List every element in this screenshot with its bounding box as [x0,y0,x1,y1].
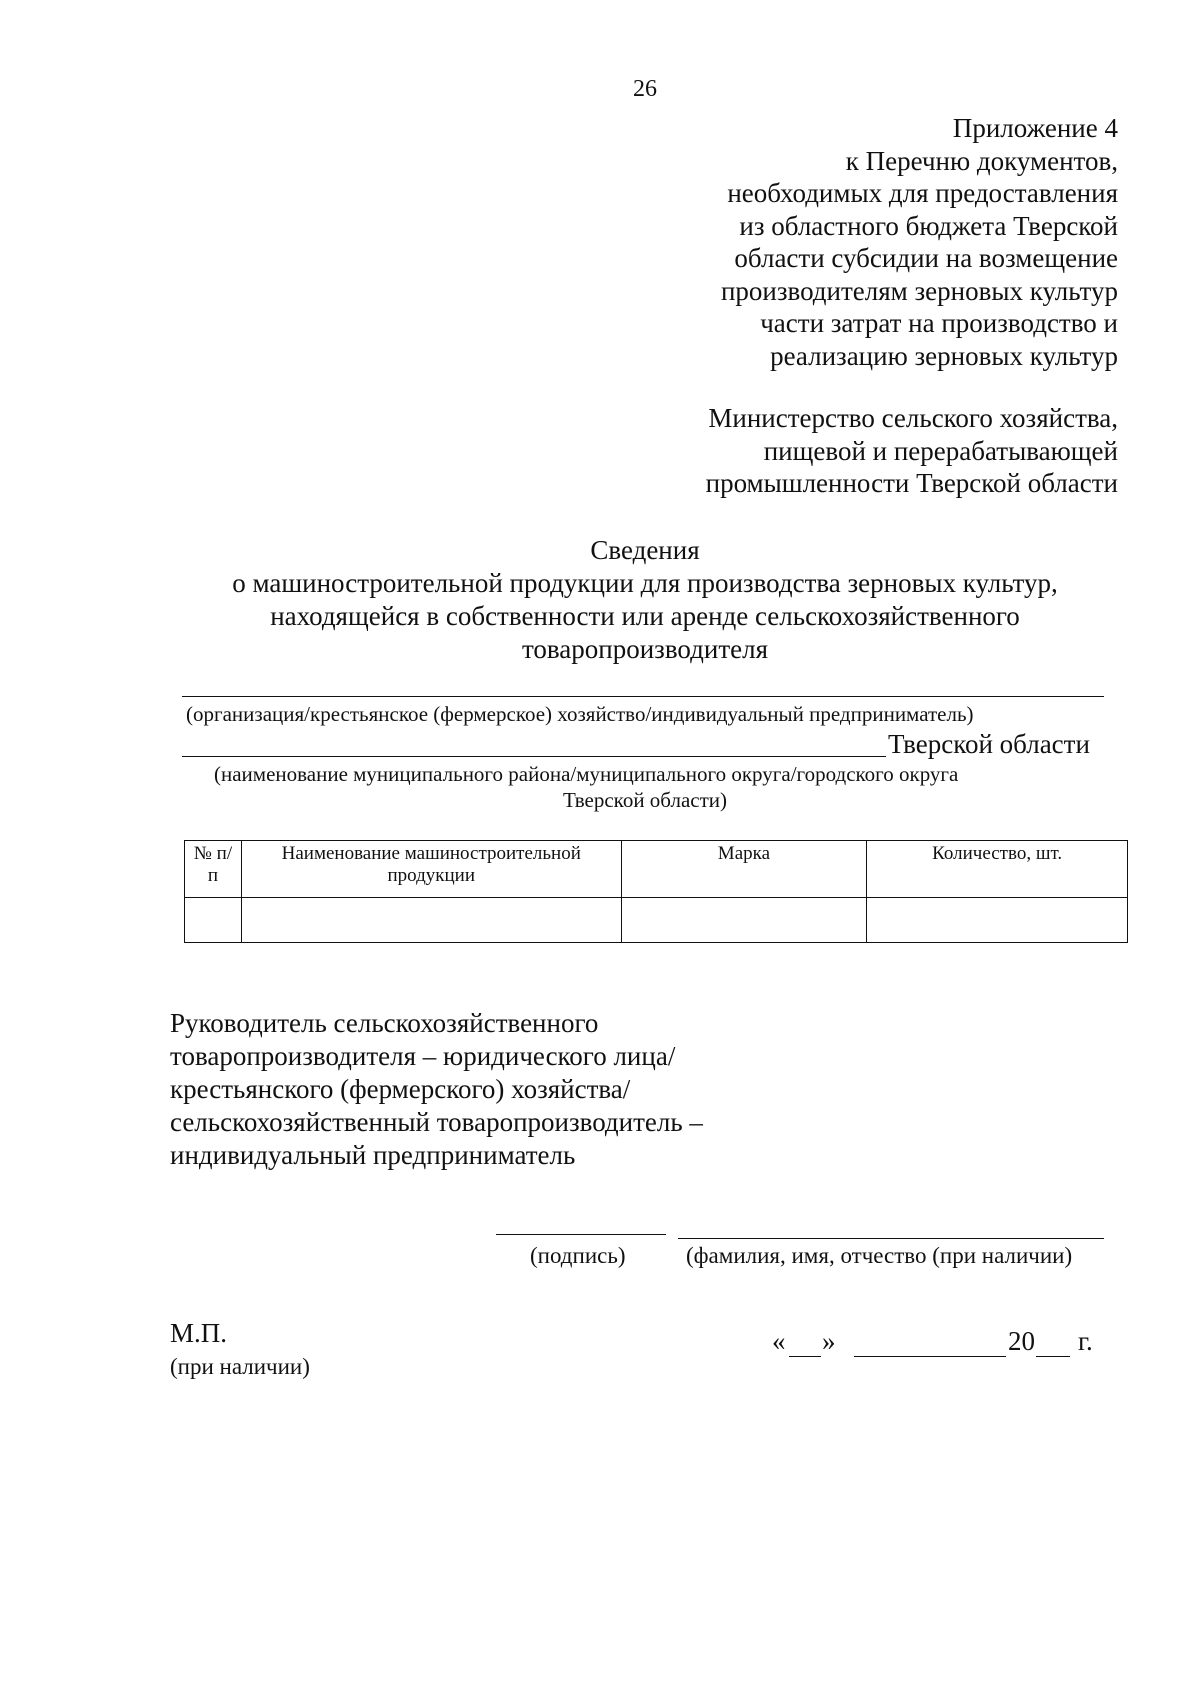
appendix-line: необходимых для предоставления [727,178,1118,208]
signer-block [170,1007,703,1172]
title-line: о машиностроительной продукции для производства зерновых культур, [232,568,1058,598]
municipality-caption-line2: Тверской области) [562,788,728,812]
addressee-block [598,402,1118,500]
signer-line: крестьянского (фермерского) хозяйства/ [170,1074,631,1104]
date-close-quote: » [822,1326,836,1356]
date-field [772,1326,1112,1362]
title-heading: Сведения [590,535,700,565]
signer-line: товаропроизводителя – юридического лица/ [170,1041,676,1071]
title-line: товаропроизводителя [521,634,769,664]
date-month-line[interactable] [854,1356,1006,1357]
cell-num[interactable] [185,898,242,943]
appendix-header [598,112,1118,372]
cell-brand[interactable] [621,898,867,943]
signer-line: индивидуальный предприниматель [170,1140,576,1170]
machinery-table [184,840,1128,943]
fullname-line[interactable] [678,1238,1104,1239]
date-year-suffix: г. [1078,1326,1093,1356]
date-year-prefix: 20 [1008,1326,1035,1356]
page-number: 26 [633,76,657,102]
header-num: № п/п [185,841,242,898]
table-row [185,898,1128,943]
addressee-line: промышленности Тверской области [705,468,1118,498]
organization-caption: (организация/крестьянское (фермерское) хозяйство/индивидуальный предприниматель) [186,702,974,726]
signer-line: Руководитель сельскохозяйственного [170,1008,599,1038]
signature-caption: (подпись) [530,1243,626,1268]
date-year-line[interactable] [1036,1356,1070,1357]
header-quantity: Количество, шт. [867,841,1128,898]
organization-fill-line[interactable] [182,696,1104,697]
addressee-line: пищевой и перерабатывающей [763,435,1118,466]
appendix-line: реализацию зерновых культур [770,340,1118,371]
signer-line: сельскохозяйственный товаропроизводитель – [170,1107,703,1137]
signature-line[interactable] [496,1234,666,1235]
fullname-caption: (фамилия, имя, отчество (при наличии) [686,1243,1073,1268]
appendix-line: Приложение 4 [952,113,1118,143]
table-header-row [185,841,1128,898]
appendix-line: части затрат на производство и [760,308,1118,338]
cell-quantity[interactable] [867,898,1128,943]
header-brand: Марка [621,841,867,898]
header-name: Наименование машиностроительной продукции [241,841,621,898]
date-open-quote: « [772,1326,786,1356]
cell-name[interactable] [241,898,621,943]
municipality-caption-line1: (наименование муниципального района/муниципального округа/городского округа [214,762,959,786]
appendix-line: области субсидии на возмещение [734,243,1118,273]
document-title [180,534,1110,666]
municipality-fill-line[interactable] [182,756,886,757]
appendix-line: к Перечню документов, [845,145,1118,176]
stamp-label: М.П. [170,1318,228,1348]
region-suffix: Тверской области [888,729,1090,759]
title-line: находящейся в собственности или аренде сельскохозяйственного [270,601,1020,631]
appendix-line: производителям зерновых культур [720,275,1118,306]
stamp-note: (при наличии) [170,1354,310,1379]
addressee-line: Министерство сельского хозяйства, [708,403,1118,433]
appendix-line: из областного бюджета Тверской [739,210,1118,241]
date-day-line[interactable] [789,1356,821,1357]
